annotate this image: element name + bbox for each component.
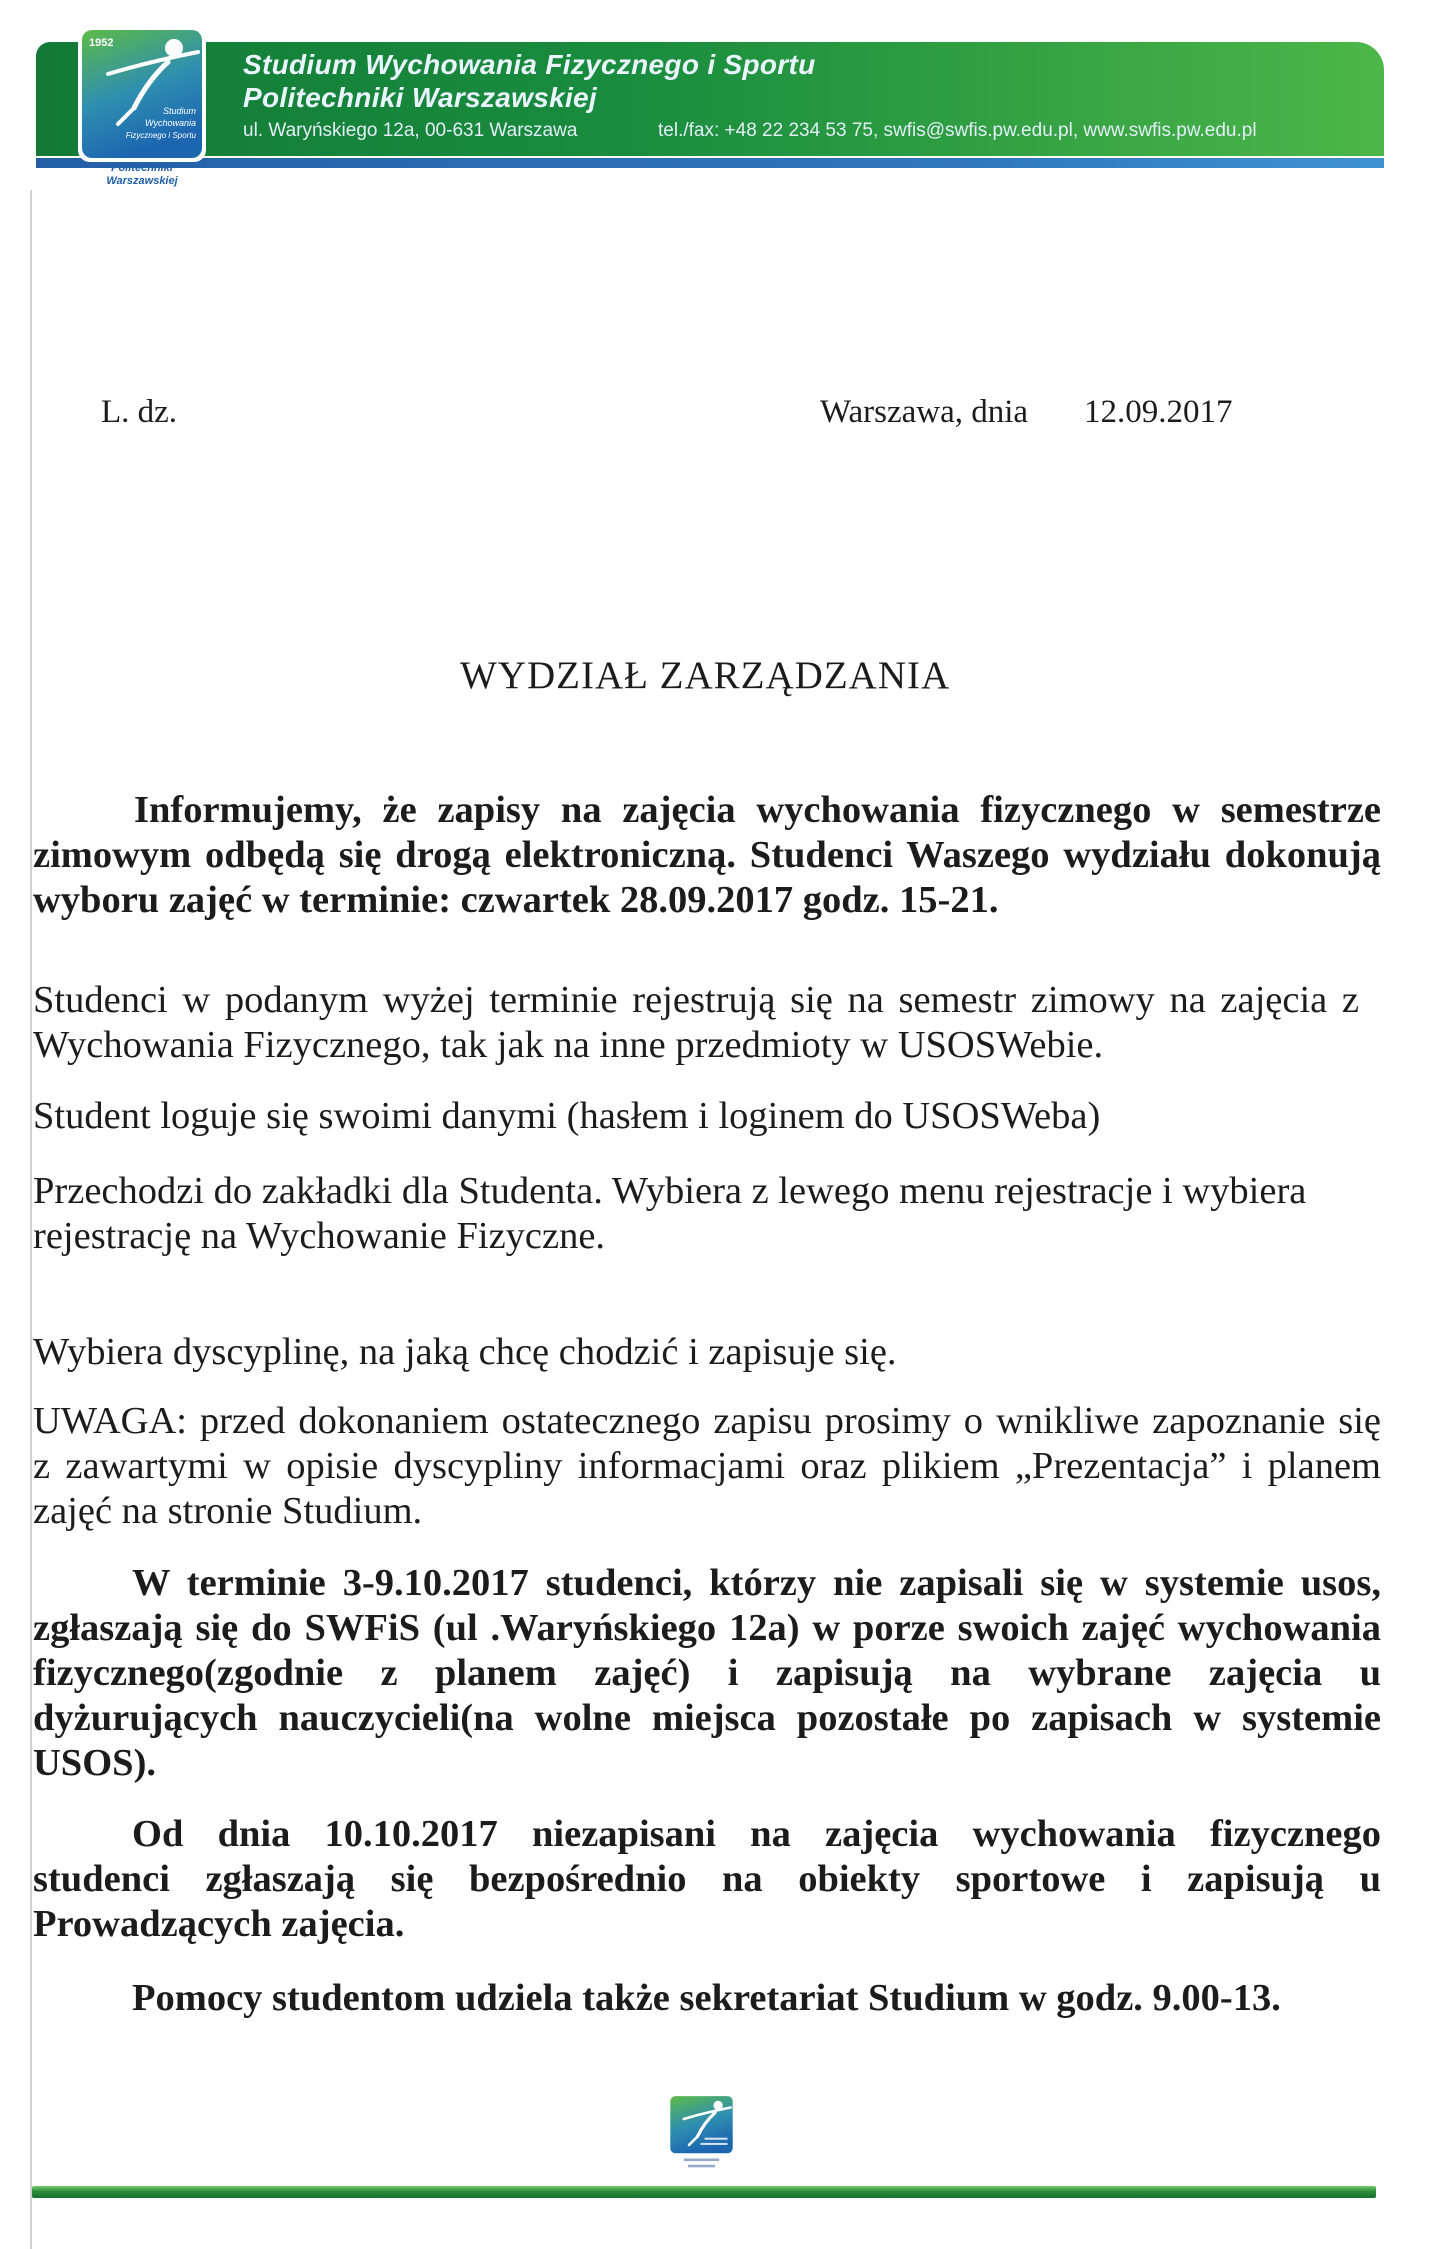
text-line: fizycznego(zgodnie z planem zajęć) i zapisują na wybrane zajęcia u — [33, 1652, 1381, 1694]
text-line: z zawartymi w opisie dyscypliny informacjami oraz plikiem „Prezentacja” i planem — [33, 1445, 1381, 1487]
institution-contact: tel./fax: +48 22 234 53 75, swfis@swfis.pw.edu.pl, www.swfis.pw.edu.pl — [658, 120, 1257, 141]
text-line: wyboru zajęć w terminie: czwartek 28.09.2017 godz. 15-21. — [33, 879, 999, 921]
text-line: Prowadzących zajęcia. — [33, 1903, 405, 1945]
logo-graphic — [78, 26, 206, 162]
text-line: studenci zgłaszają się bezpośrednio na obiekty sportowe i zapisują u — [33, 1858, 1381, 1900]
text-line: dyżurujących nauczycieli(na wolne miejsca pozostałe po zapisach w systemie — [33, 1697, 1381, 1739]
text-line: Przechodzi do zakładki dla Studenta. Wybiera z lewego menu rejestracje i wybiera — [33, 1170, 1307, 1212]
text-line: Pomocy studentom udziela także sekretariat Studium w godz. 9.00-13. — [132, 1977, 1281, 2019]
letter-date: 12.09.2017 — [1084, 394, 1233, 430]
footer-logo-graphic — [668, 2094, 735, 2172]
addressee-heading: WYDZIAŁ ZARZĄDZANIA — [460, 654, 951, 697]
footer-divider-line — [32, 2186, 1376, 2198]
institution-name: Studium Wychowania Fizycznego i Sportu — [243, 49, 816, 80]
reference-number-label: L. dz. — [101, 394, 178, 430]
place-date-label: Warszawa, dnia — [820, 394, 1029, 430]
text-line: Studenci w podanym wyżej terminie rejestrują się na semestr zimowy na zajęcia z — [33, 979, 1359, 1021]
university-name: Politechniki Warszawskiej — [243, 82, 598, 113]
paragraph-warning — [33, 1399, 1381, 1534]
text-line: USOS). — [33, 1742, 157, 1784]
text-line: Informujemy, że zapisy na zajęcia wychowania fizycznego w semestrze — [134, 789, 1381, 831]
logo-text-line: Fizycznego i Sportu — [125, 131, 196, 140]
logo-year: 1952 — [89, 37, 114, 49]
institution-address: ul. Waryńskiego 12a, 00-631 Warszawa — [243, 120, 578, 141]
logo-caption — [78, 162, 206, 188]
paragraph-after-deadline — [33, 1812, 1381, 1947]
paragraph-registration-info — [33, 788, 1381, 923]
text-line: Student loguje się swoimi danymi (hasłem i loginem do USOSWeba) — [33, 1095, 1101, 1137]
paragraph-secretariat-help — [33, 1976, 1381, 2021]
text-line: zajęć na stronie Studium. — [33, 1490, 423, 1532]
logo-text-line: Studium — [162, 106, 196, 116]
paragraph-usosweb-registration — [33, 978, 1381, 1068]
text-line: rejestrację na Wychowanie Fizyczne. — [33, 1215, 606, 1257]
footer-runner-logo-icon — [668, 2094, 735, 2172]
letterhead-stripe — [36, 158, 1384, 168]
logo-caption-line: Warszawskiej — [106, 175, 178, 187]
text-line: zimowym odbędą się drogą elektroniczną. Studenci Waszego wydziału dokonują — [33, 834, 1381, 876]
text-line: Od dnia 10.10.2017 niezapisani na zajęcia wychowania fizycznego — [132, 1813, 1381, 1855]
paragraph-choose-discipline — [33, 1330, 1381, 1375]
logo-text-line: Wychowania — [144, 118, 196, 128]
paragraph-login — [33, 1094, 1381, 1139]
runner-logo-icon — [78, 26, 206, 162]
paragraph-late-registration — [33, 1561, 1381, 1786]
text-line: zgłaszają się do SWFiS (ul .Waryńskiego 12a) w porze swoich zajęć wychowania — [33, 1607, 1381, 1649]
text-line: Wybiera dyscyplinę, na jaką chcę chodzić i zapisuje się. — [33, 1331, 897, 1373]
text-line: W terminie 3-9.10.2017 studenci, którzy nie zapisali się w systemie usos, — [132, 1562, 1381, 1604]
text-line: UWAGA: przed dokonaniem ostatecznego zapisu prosimy o wnikliwe zapoznanie się — [33, 1400, 1381, 1442]
paragraph-navigation — [33, 1169, 1381, 1259]
logo-caption-line: Politechniki — [111, 162, 173, 174]
scan-edge-shadow — [30, 190, 32, 2249]
text-line: Wychowania Fizycznego, tak jak na inne przedmioty w USOSWebie. — [33, 1024, 1104, 1066]
